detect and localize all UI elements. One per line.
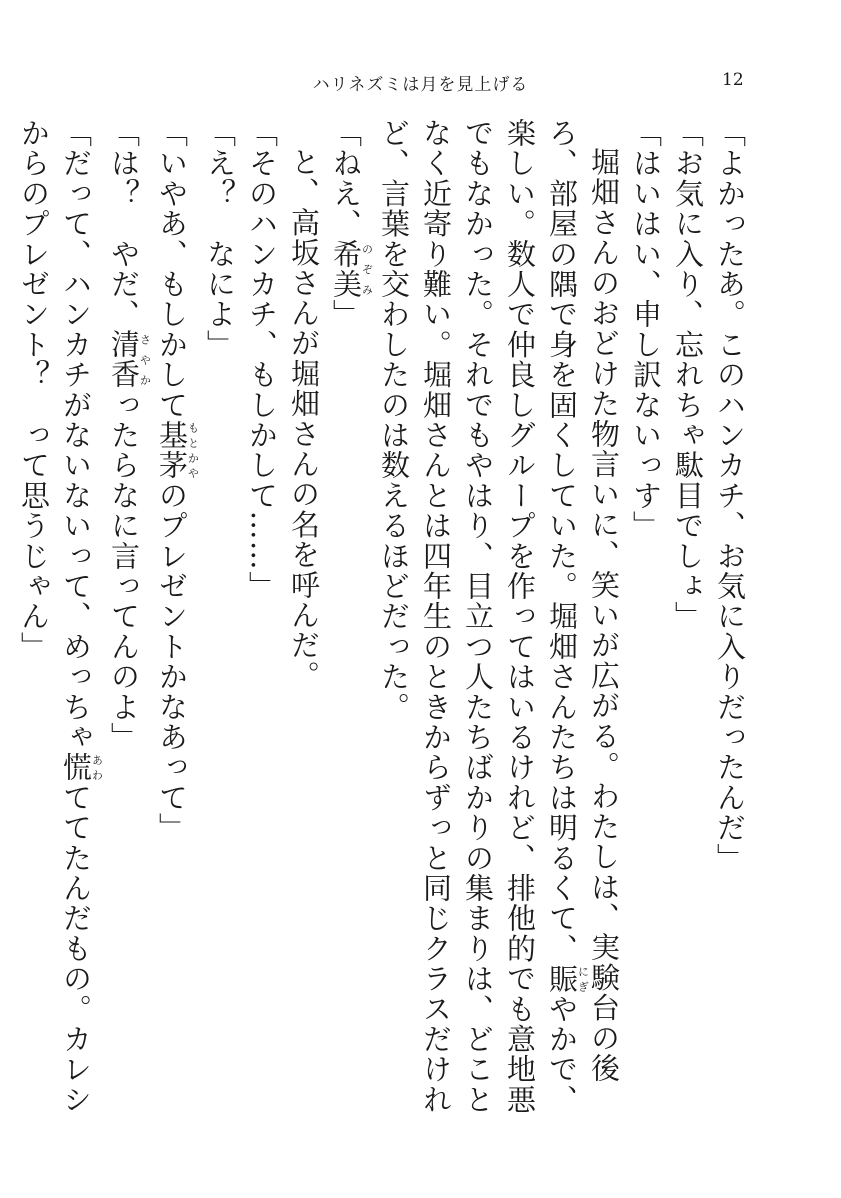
paragraph: 「よかったあ。このハンカチ、お気に入りだったんだ」 bbox=[713, 118, 747, 873]
ruby-word: 清香さやか bbox=[107, 329, 152, 390]
paragraph: 「そのハンカチ、もしかして……」 bbox=[245, 118, 279, 602]
paragraph bbox=[325, 118, 373, 1128]
paragraph: 「お気に入り、忘れちゃ駄目でしょ」 bbox=[671, 118, 705, 632]
ruby-reading: もとかや bbox=[186, 420, 200, 481]
text-run: 堀畑さんのおどけた物言いに、笑いが広がる。わたしは、実験台の後ろ、部屋の隅で身を固くしていた。堀畑さんたちは明るくて、 bbox=[545, 118, 621, 1084]
text-run: 」 bbox=[329, 299, 363, 330]
ruby-word: 希美のぞみ bbox=[329, 238, 374, 300]
ruby-reading: あわ bbox=[90, 752, 104, 783]
text-run: 「だって、ハンカチがないないって、めっちゃ bbox=[59, 118, 93, 753]
text-run: ったらなに言ってんのよ」 bbox=[107, 389, 141, 753]
paragraph: と、高坂さんが堀畑さんの名を呼んだ。 bbox=[287, 147, 321, 691]
paragraph bbox=[13, 118, 103, 1128]
text-run: 「は？ やだ、 bbox=[107, 118, 141, 330]
ruby-word: 賑にぎ bbox=[545, 963, 590, 994]
ruby-reading: さやか bbox=[138, 329, 152, 390]
ruby-word: 慌あわ bbox=[59, 752, 104, 783]
text-run: ててたんだもの。カレシからのプレゼント？ って思うじゃん」 bbox=[17, 118, 93, 1115]
page-number: 12 bbox=[722, 70, 744, 90]
running-title: ハリネズミは月を見上げる bbox=[312, 75, 529, 95]
paragraph: 「え？ なによ」 bbox=[203, 118, 237, 360]
paragraph bbox=[103, 118, 151, 1128]
body-text bbox=[17, 118, 751, 1128]
text-run: 「ねえ、 bbox=[329, 118, 363, 239]
ruby-reading: のぞみ bbox=[360, 238, 374, 300]
text-run: のプレゼントかなあって」 bbox=[155, 480, 189, 843]
paragraph bbox=[151, 118, 199, 1128]
paragraph: 「はいはい、申し訳ないっす」 bbox=[629, 118, 663, 541]
ruby-word: 基茅もとかや bbox=[155, 420, 200, 481]
paragraph bbox=[373, 118, 625, 1128]
ruby-reading: にぎ bbox=[576, 963, 590, 994]
text-run: 「いやあ、もしかして bbox=[155, 118, 189, 420]
text-run: やかで、楽しい。数人で仲良しグループを作ってはいるけれど、排他的でも意地悪でもなかった。それでもやはり、目立つ人たちばかりの集まりは、どことなく近寄り難い。堀畑さんとは四年生のときからずっと同じクラスだけれど、言葉を交わしたのは数えるほどだった。 bbox=[377, 118, 579, 1115]
